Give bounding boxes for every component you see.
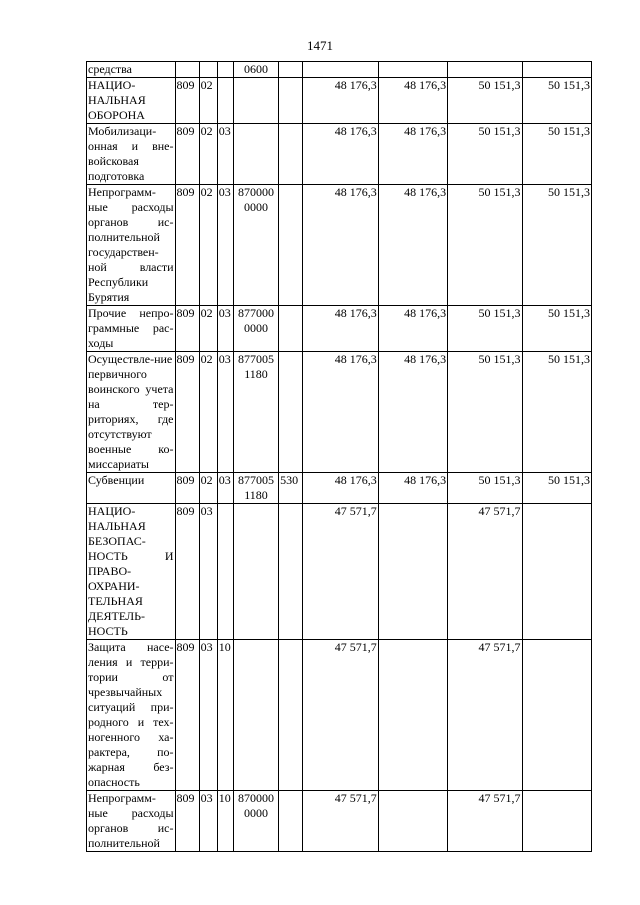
ministry-code-cell: 809 (175, 185, 199, 306)
amount-cell-2: 48 176,3 (378, 352, 447, 473)
amount-cell-1: 48 176,3 (303, 124, 378, 185)
target-code-cell (233, 124, 278, 185)
subsection-code-cell: 10 (217, 791, 233, 852)
expense-name-cell: Непрограмм-ные расходы органов ис-полнительной (88, 791, 174, 850)
table-row (87, 306, 592, 352)
amount-cell-2 (378, 791, 447, 852)
target-code-cell: 0600 (233, 62, 278, 78)
section-code-cell (199, 62, 217, 78)
amount-cell-4: 50 151,3 (522, 185, 591, 306)
table-row (87, 352, 592, 473)
amount-cell-1: 48 176,3 (303, 306, 378, 352)
section-code-cell: 02 (199, 78, 217, 124)
section-code-cell: 02 (199, 473, 217, 504)
amount-cell-3: 50 151,3 (448, 306, 522, 352)
amount-cell-3: 47 571,7 (448, 791, 522, 852)
subsection-code-cell (217, 62, 233, 78)
expense-type-cell (279, 185, 303, 306)
expense-name-cell: НАЦИО-НАЛЬНАЯ ОБОРОНА (87, 78, 176, 124)
section-code-cell: 02 (199, 306, 217, 352)
amount-cell-1: 48 176,3 (303, 352, 378, 473)
section-code-cell: 03 (199, 640, 217, 791)
amount-cell-1: 47 571,7 (303, 791, 378, 852)
amount-cell-1 (303, 62, 378, 78)
ministry-code-cell (175, 62, 199, 78)
ministry-code-cell: 809 (175, 78, 199, 124)
expense-name-cell: Мобилизаци-онная и вне-войсковая подготовка (88, 124, 174, 183)
ministry-code-cell: 809 (175, 352, 199, 473)
section-code-cell: 02 (199, 185, 217, 306)
target-code-cell (233, 504, 278, 640)
expense-type-cell: 530 (279, 473, 303, 504)
table-row (87, 62, 592, 78)
target-code-cell: 870000 0000 (233, 185, 278, 306)
section-code-cell: 03 (199, 791, 217, 852)
table-row (87, 791, 592, 852)
amount-cell-2: 48 176,3 (378, 124, 447, 185)
amount-cell-4: 50 151,3 (522, 473, 591, 504)
amount-cell-3: 47 571,7 (448, 504, 522, 640)
subsection-code-cell: 03 (217, 306, 233, 352)
budget-table (86, 61, 592, 852)
target-code-cell: 877005 1180 (233, 352, 278, 473)
expense-type-cell (279, 504, 303, 640)
ministry-code-cell: 809 (175, 640, 199, 791)
ministry-code-cell: 809 (175, 124, 199, 185)
ministry-code-cell: 809 (175, 306, 199, 352)
amount-cell-3: 50 151,3 (448, 352, 522, 473)
amount-cell-1: 47 571,7 (303, 640, 378, 791)
expense-name-cell: средства (87, 62, 176, 78)
amount-cell-2 (378, 62, 447, 78)
ministry-code-cell: 809 (175, 791, 199, 852)
table-row (87, 504, 592, 640)
budget-table-body (87, 62, 592, 852)
expense-type-cell (279, 640, 303, 791)
expense-type-cell (279, 124, 303, 185)
table-row (87, 124, 592, 185)
expense-name-cell: Осуществле-ние первичного воинского учета на тер-риториях, где отсутствуют военные ко-миссариаты (88, 352, 174, 471)
subsection-code-cell (217, 504, 233, 640)
amount-cell-4: 50 151,3 (522, 306, 591, 352)
expense-name-cell: Субвенции (87, 473, 176, 504)
expense-type-cell (279, 306, 303, 352)
section-code-cell: 02 (199, 352, 217, 473)
expense-name-cell: НАЦИО-НАЛЬНАЯ БЕЗОПАС-НОСТЬ И ПРАВО-ОХРАНИ-ТЕЛЬНАЯ ДЕЯТЕЛЬ-НОСТЬ (88, 504, 174, 638)
amount-cell-4 (522, 791, 591, 852)
expense-type-cell (279, 62, 303, 78)
amount-cell-3: 50 151,3 (448, 124, 522, 185)
ministry-code-cell: 809 (175, 473, 199, 504)
amount-cell-4 (522, 504, 591, 640)
amount-cell-2 (378, 504, 447, 640)
amount-cell-4: 50 151,3 (522, 352, 591, 473)
subsection-code-cell: 03 (217, 185, 233, 306)
table-row (87, 473, 592, 504)
amount-cell-2 (378, 640, 447, 791)
expense-name-cell: Прочие непро-граммные рас-ходы (88, 306, 174, 350)
target-code-cell (233, 78, 278, 124)
subsection-code-cell: 03 (217, 124, 233, 185)
target-code-cell (233, 640, 278, 791)
section-code-cell: 02 (199, 124, 217, 185)
expense-name-cell: Защита насе-ления и терри-тории от чрезвычайных ситуаций при-родного и тех-ногенного ха-рактера, по-жарная без-опасность (88, 640, 174, 789)
amount-cell-2: 48 176,3 (378, 185, 447, 306)
amount-cell-3 (448, 62, 522, 78)
amount-cell-1: 48 176,3 (303, 78, 378, 124)
amount-cell-2: 48 176,3 (378, 306, 447, 352)
section-code-cell: 03 (199, 504, 217, 640)
expense-name-cell: Непрограмм-ные расходы органов ис-полнительной государствен-ной власти Республики Бурятия (88, 185, 174, 304)
amount-cell-1: 47 571,7 (303, 504, 378, 640)
target-code-cell: 877005 1180 (233, 473, 278, 504)
subsection-code-cell: 10 (217, 640, 233, 791)
amount-cell-1: 48 176,3 (303, 185, 378, 306)
amount-cell-1: 48 176,3 (303, 473, 378, 504)
page-number: 1471 (307, 38, 333, 53)
amount-cell-4 (522, 640, 591, 791)
table-row (87, 185, 592, 306)
subsection-code-cell: 03 (217, 473, 233, 504)
amount-cell-3: 50 151,3 (448, 473, 522, 504)
amount-cell-3: 50 151,3 (448, 78, 522, 124)
target-code-cell: 870000 0000 (233, 791, 278, 852)
subsection-code-cell: 03 (217, 352, 233, 473)
table-row (87, 640, 592, 791)
expense-type-cell (279, 352, 303, 473)
expense-type-cell (279, 78, 303, 124)
amount-cell-3: 47 571,7 (448, 640, 522, 791)
amount-cell-4: 50 151,3 (522, 78, 591, 124)
amount-cell-2: 48 176,3 (378, 473, 447, 504)
amount-cell-2: 48 176,3 (378, 78, 447, 124)
target-code-cell: 877000 0000 (233, 306, 278, 352)
subsection-code-cell (217, 78, 233, 124)
table-row (87, 78, 592, 124)
expense-type-cell (279, 791, 303, 852)
amount-cell-4: 50 151,3 (522, 124, 591, 185)
amount-cell-3: 50 151,3 (448, 185, 522, 306)
amount-cell-4 (522, 62, 591, 78)
ministry-code-cell: 809 (175, 504, 199, 640)
